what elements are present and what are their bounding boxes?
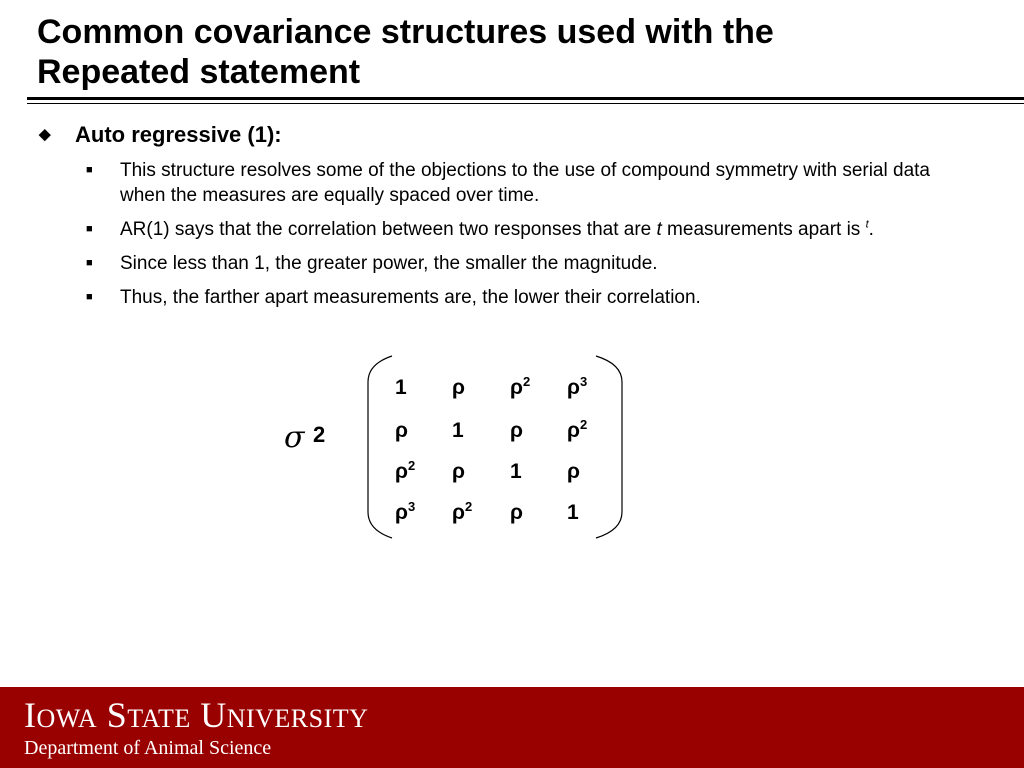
matrix-cell [395, 459, 415, 485]
sigma-symbol: σ [284, 420, 305, 455]
matrix-cell-base: ρ [567, 376, 580, 399]
sub-bullet-text [120, 217, 955, 242]
square-bullet-icon: ■ [86, 257, 93, 269]
university-smallcaps: OWA [36, 704, 98, 733]
matrix-cell-base: ρ [452, 460, 465, 483]
sub-bullet-item [85, 285, 955, 310]
main-bullet-heading: Auto regressive (1): [75, 122, 282, 147]
matrix-cell-base: ρ [510, 376, 523, 399]
sub-bullet-item [85, 158, 955, 208]
matrix-cell [510, 375, 530, 401]
sub-bullet-text: Since less than 1, the greater power, the smaller the magnitude. [120, 253, 658, 274]
matrix-cell-base: ρ [510, 419, 523, 442]
matrix-cell [395, 418, 408, 444]
matrix-cell [395, 500, 415, 526]
matrix-cell [567, 418, 587, 444]
matrix-cell [395, 375, 407, 401]
university-smallcaps: NIVERSITY [226, 704, 369, 733]
matrix-cell [510, 418, 523, 444]
matrix-cell [452, 459, 465, 485]
left-bracket [368, 356, 392, 538]
matrix-cell-base: 1 [567, 501, 579, 524]
matrix-cell [567, 459, 580, 485]
matrix-cell-exponent: 2 [580, 417, 588, 432]
text-part: AR(1) says that the correlation between two responses that are [120, 219, 657, 240]
diamond-bullet-icon: ◆ [39, 126, 51, 143]
matrix-cell-base: 1 [510, 460, 522, 483]
square-bullet-icon: ■ [86, 291, 93, 303]
university-initial: U [200, 695, 227, 735]
sigma-exponent: 2 [313, 422, 326, 447]
text-part: . [868, 219, 874, 240]
matrix-cell [567, 500, 579, 526]
university-name [24, 695, 368, 739]
matrix-cell-exponent: 2 [408, 458, 416, 473]
matrix-cell [510, 459, 522, 485]
matrix-cell [510, 500, 523, 526]
matrix-cell-base: ρ [395, 460, 408, 483]
matrix-cell-base: 1 [452, 419, 464, 442]
matrix-cell-exponent: 3 [580, 374, 588, 389]
matrix-cell-base: ρ [452, 376, 465, 399]
matrix-cell-exponent: 2 [523, 374, 531, 389]
main-bullet [39, 121, 282, 149]
matrix-cell-base: ρ [510, 501, 523, 524]
matrix-cell-exponent: 3 [408, 499, 416, 514]
matrix-cell-base: ρ [395, 419, 408, 442]
slide-title [37, 12, 997, 92]
sub-bullet-item [85, 251, 955, 276]
slide-title-line-2: Repeated statement [37, 53, 361, 91]
sub-bullet-text: This structure resolves some of the objections to the use of compound symmetry with serial data when the measures are equally spaced over time. [120, 160, 930, 206]
matrix-cell-base: ρ [395, 501, 408, 524]
matrix-cell-exponent: 2 [465, 499, 473, 514]
department-name: Department of Animal Science [24, 737, 272, 759]
square-bullet-icon: ■ [86, 164, 93, 176]
matrix-cell-base: ρ [567, 460, 580, 483]
matrix-cell-base: 1 [395, 376, 407, 399]
matrix-cell [452, 418, 464, 444]
matrix-cell [567, 375, 587, 401]
matrix-cell-base: ρ [452, 501, 465, 524]
sub-bullet-item [85, 217, 955, 242]
footer-bar [0, 687, 1024, 768]
square-bullet-icon: ■ [86, 223, 93, 235]
sub-bullet-text: Thus, the farther apart measurements are, the lower their correlation. [120, 287, 701, 308]
university-smallcaps: TATE [127, 704, 191, 733]
university-initial: I [24, 695, 37, 735]
slide-title-line-1: Common covariance structures used with the [37, 13, 774, 51]
matrix-cell [452, 375, 465, 401]
matrix-cell-base: ρ [567, 419, 580, 442]
superscript-variable: t [865, 218, 869, 231]
text-part: measurements apart is [661, 219, 866, 240]
right-bracket [596, 356, 622, 538]
sub-bullet-list [85, 158, 955, 319]
title-rule-thick [27, 97, 1024, 100]
title-rule-thin [27, 103, 1024, 104]
matrix-cell [452, 500, 472, 526]
italic-variable: t [656, 219, 662, 240]
university-initial: S [106, 695, 128, 735]
